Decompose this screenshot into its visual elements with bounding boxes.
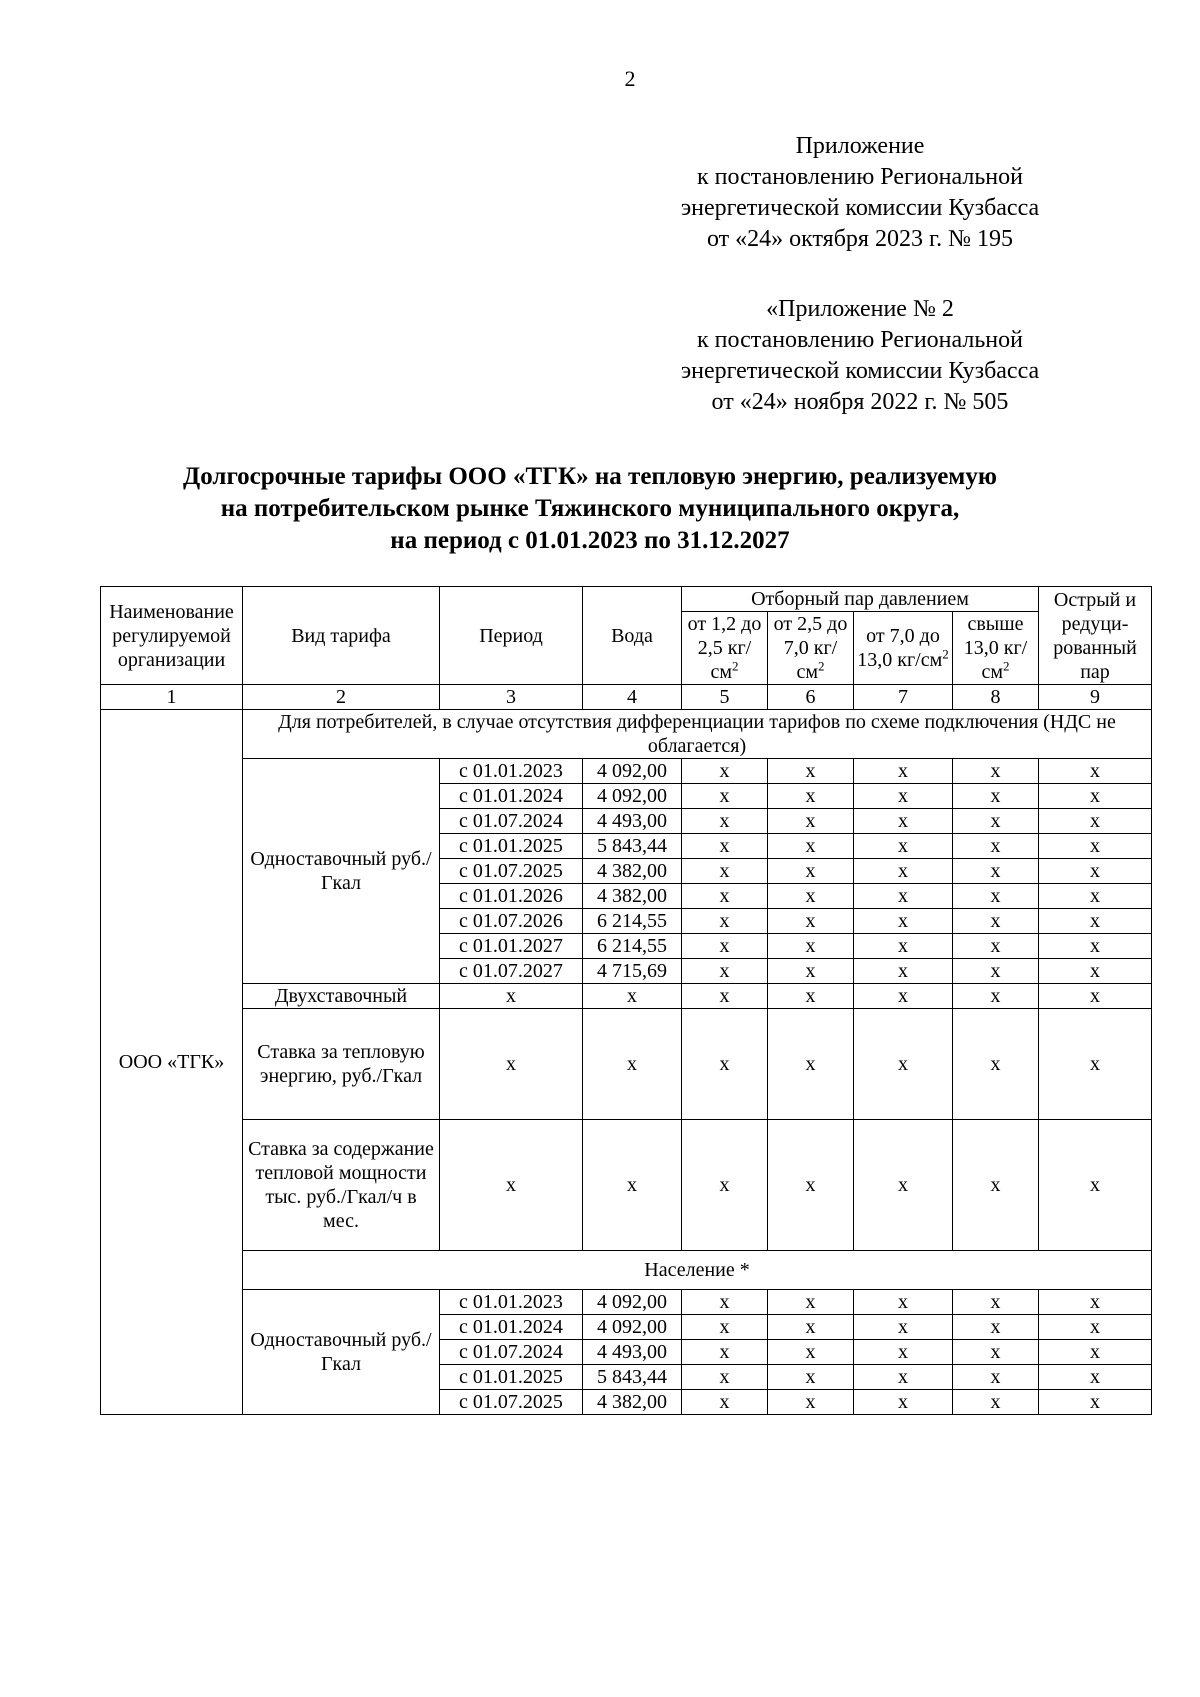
not-applicable-mark: х <box>1039 809 1152 834</box>
not-applicable-mark: х <box>953 1009 1039 1120</box>
not-applicable-mark: х <box>1039 1315 1152 1340</box>
not-applicable-mark: х <box>682 1290 768 1315</box>
period-cell: с 01.01.2023 <box>440 1290 583 1315</box>
water-tariff-cell: 5 843,44 <box>583 1365 682 1390</box>
capacity-rate-label: Ставка за содержание тепловой мощности тыс. руб./Гкал/ч в мес. <box>243 1120 440 1251</box>
not-applicable-mark: х <box>854 934 953 959</box>
col-number: 2 <box>243 685 440 710</box>
not-applicable-mark: х <box>1039 959 1152 984</box>
not-applicable-mark: х <box>768 884 854 909</box>
header-steam-2: от 2,5 до 7,0 $кг/см^2$ <box>768 612 854 685</box>
not-applicable-mark: х <box>768 1390 854 1415</box>
not-applicable-mark: х <box>1039 909 1152 934</box>
not-applicable-mark: х <box>768 784 854 809</box>
capacity-rate-row <box>101 1120 1152 1251</box>
col-number: 1 <box>101 685 243 710</box>
water-tariff-cell: 4 092,00 <box>583 784 682 809</box>
not-applicable-mark: х <box>1039 1390 1152 1415</box>
not-applicable-mark: х <box>854 984 953 1009</box>
period-cell: с 01.07.2025 <box>440 859 583 884</box>
not-applicable-mark: х <box>1039 1340 1152 1365</box>
column-number-row <box>101 685 1152 710</box>
not-applicable-mark: х <box>854 1009 953 1120</box>
not-applicable-mark: х <box>768 859 854 884</box>
not-applicable-mark: х <box>768 1290 854 1315</box>
not-applicable-mark: х <box>768 1315 854 1340</box>
energy-rate-label: Ставка за тепловую энергию, руб./Гкал <box>243 1009 440 1120</box>
period-cell: с 01.07.2027 <box>440 959 583 984</box>
period-cell: с 01.01.2024 <box>440 784 583 809</box>
not-applicable-mark: х <box>953 959 1039 984</box>
period-cell: с 01.01.2023 <box>440 759 583 784</box>
not-applicable-mark: х <box>768 1340 854 1365</box>
not-applicable-mark: х <box>1039 934 1152 959</box>
not-applicable-mark: х <box>953 1365 1039 1390</box>
not-applicable-mark: х <box>768 809 854 834</box>
water-tariff-cell: 4 382,00 <box>583 1390 682 1415</box>
not-applicable-mark: х <box>854 784 953 809</box>
section-title-row <box>101 1251 1152 1290</box>
header-steam-4: свыше 13,0 $кг/см^2$ <box>953 612 1039 685</box>
not-applicable-mark: х <box>953 1315 1039 1340</box>
header-row <box>101 587 1152 612</box>
header-org: Наименование регулируемой организации <box>101 587 243 685</box>
not-applicable-mark: х <box>854 759 953 784</box>
not-applicable-mark: х <box>768 1365 854 1390</box>
not-applicable-mark: х <box>854 1315 953 1340</box>
not-applicable-mark: х <box>1039 1120 1152 1251</box>
not-applicable-mark: х <box>682 959 768 984</box>
document-title <box>60 461 1120 557</box>
appendix-current-line: от «24» октября 2023 г. № 195 <box>706 226 1013 252</box>
not-applicable-mark: х <box>768 1009 854 1120</box>
not-applicable-mark: х <box>854 859 953 884</box>
not-applicable-mark: х <box>768 959 854 984</box>
not-applicable-mark: х <box>854 1365 953 1390</box>
header-sharp-steam: Острый и редуци-рованный пар <box>1039 587 1152 685</box>
period-cell: с 01.07.2024 <box>440 1340 583 1365</box>
tariff-table <box>100 586 1152 1415</box>
col-number: 9 <box>1039 685 1152 710</box>
not-applicable-mark: х <box>583 1009 682 1120</box>
title-line: на потребительском рынке Тяжинского муниципального округа, <box>220 495 960 522</box>
not-applicable-mark: х <box>1039 784 1152 809</box>
appendix-original-line: от «24» ноября 2022 г. № 505 <box>711 389 1009 415</box>
tariff-row <box>101 1290 1152 1315</box>
water-tariff-cell: 4 493,00 <box>583 1340 682 1365</box>
water-tariff-cell: 6 214,55 <box>583 909 682 934</box>
water-tariff-cell: 4 382,00 <box>583 859 682 884</box>
header-period: Период <box>440 587 583 685</box>
section-2-title: Население * <box>243 1251 1152 1290</box>
not-applicable-mark: х <box>854 884 953 909</box>
not-applicable-mark: х <box>854 909 953 934</box>
period-cell: с 01.07.2026 <box>440 909 583 934</box>
water-tariff-cell: 6 214,55 <box>583 934 682 959</box>
not-applicable-mark: х <box>1039 984 1152 1009</box>
not-applicable-mark: х <box>682 1390 768 1415</box>
appendix-current-line: Приложение <box>795 133 925 159</box>
water-tariff-cell: 4 092,00 <box>583 1315 682 1340</box>
two-rate-row <box>101 984 1152 1009</box>
header-steam-1: от 1,2 до 2,5 $кг/см^2$ <box>682 612 768 685</box>
not-applicable-mark: х <box>953 834 1039 859</box>
not-applicable-mark: х <box>953 1340 1039 1365</box>
title-line: на период с 01.01.2023 по 31.12.2027 <box>390 527 790 554</box>
period-cell: с 01.01.2025 <box>440 834 583 859</box>
header-steam-3: от 7,0 до 13,0 $кг/см^2$ <box>854 612 953 685</box>
not-applicable-mark: х <box>953 809 1039 834</box>
not-applicable-mark: х <box>440 1120 583 1251</box>
col-number: 8 <box>953 685 1039 710</box>
two-rate-label: Двухставочный <box>243 984 440 1009</box>
period-cell: с 01.07.2024 <box>440 809 583 834</box>
not-applicable-mark: х <box>953 1290 1039 1315</box>
not-applicable-mark: х <box>440 1009 583 1120</box>
title-line: Долгосрочные тарифы ООО «ТГК» на тепловую энергию, реализуемую <box>183 463 997 490</box>
not-applicable-mark: х <box>1039 1290 1152 1315</box>
not-applicable-mark: х <box>682 1120 768 1251</box>
not-applicable-mark: х <box>682 1340 768 1365</box>
not-applicable-mark: х <box>1039 759 1152 784</box>
not-applicable-mark: х <box>953 1120 1039 1251</box>
period-cell: с 01.01.2027 <box>440 934 583 959</box>
col-number: 7 <box>854 685 953 710</box>
not-applicable-mark: х <box>682 1315 768 1340</box>
not-applicable-mark: х <box>953 884 1039 909</box>
not-applicable-mark: х <box>682 784 768 809</box>
not-applicable-mark: х <box>682 909 768 934</box>
period-cell: с 01.01.2024 <box>440 1315 583 1340</box>
not-applicable-mark: х <box>768 759 854 784</box>
appendix-current-line: энергетической комиссии Кузбасса <box>680 195 1040 221</box>
not-applicable-mark: х <box>1039 884 1152 909</box>
not-applicable-mark: х <box>583 984 682 1009</box>
organization-name: ООО «ТГК» <box>101 710 243 1415</box>
header-tariff-type: Вид тарифа <box>243 587 440 685</box>
not-applicable-mark: х <box>682 809 768 834</box>
header-water: Вода <box>583 587 682 685</box>
tariff-row <box>101 759 1152 784</box>
not-applicable-mark: х <box>682 834 768 859</box>
not-applicable-mark: х <box>1039 834 1152 859</box>
appendix-original-line: к постановлению Региональной <box>697 327 1023 353</box>
not-applicable-mark: х <box>854 1120 953 1251</box>
not-applicable-mark: х <box>440 984 583 1009</box>
water-tariff-cell: 5 843,44 <box>583 834 682 859</box>
water-tariff-cell: 4 715,69 <box>583 959 682 984</box>
not-applicable-mark: х <box>682 984 768 1009</box>
page-number: 2 <box>624 66 636 91</box>
water-tariff-cell: 4 493,00 <box>583 809 682 834</box>
appendix-original-line: энергетической комиссии Кузбасса <box>680 358 1040 384</box>
energy-rate-row <box>101 1009 1152 1120</box>
col-number: 6 <box>768 685 854 710</box>
not-applicable-mark: х <box>854 1340 953 1365</box>
not-applicable-mark: х <box>682 759 768 784</box>
water-tariff-cell: 4 382,00 <box>583 884 682 909</box>
water-tariff-cell: 4 092,00 <box>583 1290 682 1315</box>
appendix-current <box>620 131 1100 255</box>
single-rate-label: Одноставочный руб./Гкал <box>243 759 440 984</box>
appendix-original-line: «Приложение № 2 <box>766 296 954 322</box>
not-applicable-mark: х <box>953 784 1039 809</box>
not-applicable-mark: х <box>953 984 1039 1009</box>
not-applicable-mark: х <box>953 909 1039 934</box>
period-cell: с 01.01.2026 <box>440 884 583 909</box>
period-cell: с 01.07.2025 <box>440 1390 583 1415</box>
appendix-current-line: к постановлению Региональной <box>697 164 1023 190</box>
not-applicable-mark: х <box>682 859 768 884</box>
col-number: 4 <box>583 685 682 710</box>
not-applicable-mark: х <box>768 909 854 934</box>
water-tariff-cell: 4 092,00 <box>583 759 682 784</box>
not-applicable-mark: х <box>768 1120 854 1251</box>
col-number: 3 <box>440 685 583 710</box>
not-applicable-mark: х <box>768 934 854 959</box>
section-1-title: Для потребителей, в случае отсутствия дифференциации тарифов по схеме подключения (НДС не облагается) <box>243 710 1152 759</box>
single-rate-label: Одноставочный руб./Гкал <box>243 1290 440 1415</box>
not-applicable-mark: х <box>953 1390 1039 1415</box>
appendix-original <box>620 294 1100 418</box>
not-applicable-mark: х <box>1039 859 1152 884</box>
not-applicable-mark: х <box>953 934 1039 959</box>
not-applicable-mark: х <box>854 959 953 984</box>
not-applicable-mark: х <box>854 1390 953 1415</box>
not-applicable-mark: х <box>682 884 768 909</box>
header-steam-group: Отборный пар давлением <box>682 587 1039 612</box>
not-applicable-mark: х <box>854 809 953 834</box>
not-applicable-mark: х <box>682 934 768 959</box>
not-applicable-mark: х <box>682 1009 768 1120</box>
not-applicable-mark: х <box>953 859 1039 884</box>
not-applicable-mark: х <box>854 834 953 859</box>
not-applicable-mark: х <box>768 984 854 1009</box>
not-applicable-mark: х <box>1039 1009 1152 1120</box>
not-applicable-mark: х <box>768 834 854 859</box>
not-applicable-mark: х <box>953 759 1039 784</box>
period-cell: с 01.01.2025 <box>440 1365 583 1390</box>
not-applicable-mark: х <box>1039 1365 1152 1390</box>
section-title-row <box>101 710 1152 759</box>
col-number: 5 <box>682 685 768 710</box>
not-applicable-mark: х <box>682 1365 768 1390</box>
not-applicable-mark: х <box>583 1120 682 1251</box>
not-applicable-mark: х <box>854 1290 953 1315</box>
